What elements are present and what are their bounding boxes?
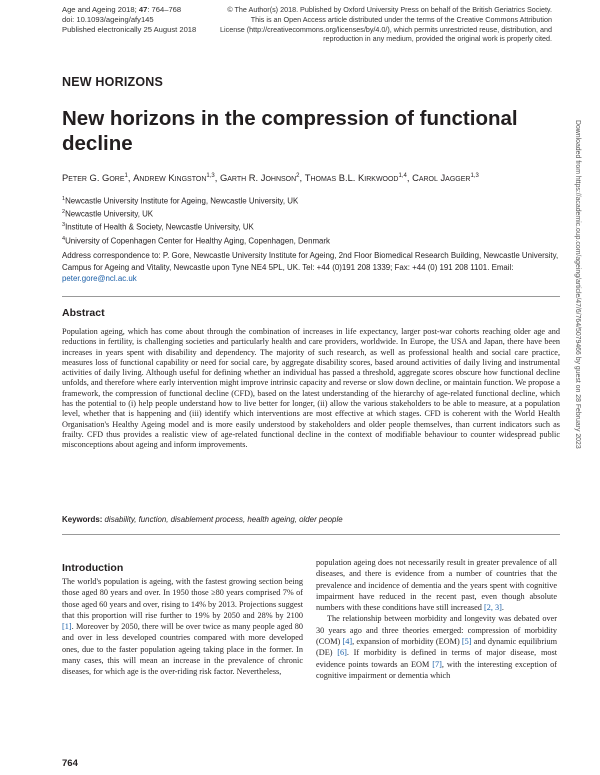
copyright-notice: © The Author(s) 2018. Published by Oxford University Press on behalf of the British Geriatrics Society. This is an Open Access article distributed under the terms of the Creative Commons Attribution License (http://creativecommons.org/licenses/by/4.0/), which permits unrestricted reuse, distribution, and reproduction in any medium, provided the original work is properly cited. — [220, 5, 552, 44]
affiliations — [62, 194, 330, 247]
affiliation: $^4$University of Copenhagen Center for Healthy Aging, Copenhagen, Denmark — [62, 235, 330, 246]
introduction-heading: Introduction — [62, 562, 124, 574]
paragraph: population ageing does not necessarily result in greater prevalence of all diseases, and there is evidence from a number of countries that the prevalence and incidence of dementia and the years spent with cognitive impairment have reduced in the recent past, even though absolute numbers with these conditions have still increased [2, 3]. — [316, 558, 557, 613]
affiliation: $^1$Newcastle University Institute for Ageing, Newcastle University, UK — [62, 196, 299, 206]
keywords-value: disability, function, disablement process, health ageing, older people — [104, 515, 343, 524]
email-link[interactable]: peter.gore@ncl.ac.uk — [62, 274, 137, 284]
divider — [62, 534, 560, 535]
citation-link[interactable]: [1] — [62, 622, 72, 632]
abstract-heading: Abstract — [62, 307, 105, 319]
doi: doi: 10.1093/ageing/afy145 — [62, 15, 154, 24]
page-number: 764 — [62, 758, 78, 769]
author-name: Garth R. Johnson — [219, 172, 297, 183]
download-watermark: Downloaded from https://academic.oup.com/ageing/article/47/6/764/5079466 by guest on 28 February 2023 — [574, 120, 581, 449]
citation-link[interactable]: [2, 3] — [483, 603, 502, 613]
section-label: NEW HORIZONS — [62, 75, 164, 89]
author-list: Peter G. Gore$^1$, Andrew Kingston$^{1,3}$, Garth R. Johnson$^2$, Thomas B.L. Kirkwood$^{1,4}$, Carol Jagger$^{1,3}$ — [62, 172, 479, 183]
journal-citation: Age and Ageing 2018; 47: 764–768 doi: 10.1093/ageing/afy145 Published electronically 25 August 2018 — [62, 5, 197, 34]
publication-date: Published electronically 25 August 2018 — [62, 25, 197, 34]
citation-link[interactable]: [4] — [342, 637, 353, 647]
citation-link[interactable]: [6] — [337, 648, 347, 658]
affiliation: $^2$Newcastle University, UK — [62, 209, 154, 219]
article-title: New horizons in the compression of functional decline — [62, 107, 518, 155]
author-name: Peter G. Gore — [62, 172, 125, 183]
author-name: Andrew Kingston — [133, 172, 207, 183]
citation-link[interactable]: [5] — [461, 637, 472, 647]
divider — [62, 296, 560, 297]
paragraph: The relationship between morbidity and longevity was debated over 30 years ago and three theories emerged: compression of morbidity (COM) [4], expansion of morbidity (EOM) [5] and dynamic equilibrium (DE) [6]. If morbidity is defined in terms of major disease, most evidence points towards an EOM [7], with the interesting exception of cognitive impairment or dementia which — [316, 614, 557, 680]
paragraph: The world's population is ageing, with the fastest growing section being those aged 80 years and over. In 1950 those ≥80 years comprised 7% of those aged 60 years and over, rising to 14% by 2013. Projections suggest that this proportion will rise further to 19% by 2050 and 28% by 2100 [1]. Moreover by 2050, there will be over twice as many people aged 80 and over in less developed countries compared with more developed ones, due to the faster population ageing taking place in the former. In many cases, this will mean an increase in the prevalence of chronic diseases, for which age is the over-riding risk factor. Nevertheless, — [62, 577, 303, 677]
abstract-body: Population ageing, which has come about through the combination of increases in life expectancy, larger post-war cohorts reaching older age and reductions in fertility, is challenging societies and particularly health and care providers, worldwide. In Europe, the USA and Japan, there have been increases in years spent with disability and dependency. The majority of such research, as well as professional health and social care practice, measures loss of functional capability or need for social care, by aggregate disability scores, based around activities of daily living and instrumental activities of daily living. Although useful for defining whether an individual has passed a threshold, aggregate scores obscure how functional decline unfolds, and therefore where early intervention might improve intrinsic capacity and reverse or slow down decline, or maintain function. We propose a framework, the compression of functional decline (CFD), based on the latest understanding of the hierarchy of age-related functional decline, which has the potential to (i) help people understand how to live better for longer, (ii) allow the various stakeholders to be able to measure, at a population level, whether that is happening and (iii) identify which interventions are most effective at which stages. CFD is coherent with the World Health Organisation's Healthy Ageing model and is more easily understood by stakeholders and older people themselves, than current indicators such as frailty. CFD thus provides a realistic view of age-related functional decline in the context of modifiable behaviour to counter widespread public misconceptions about ageing and inform improvements. — [62, 327, 560, 450]
column-right — [316, 557, 557, 681]
affiliation: $^3$Institute of Health & Society, Newcastle University, UK — [62, 222, 254, 233]
author-name: Thomas B.L. Kirkwood — [304, 172, 399, 183]
column-left — [62, 576, 303, 678]
citation-link[interactable]: [7] — [432, 659, 442, 669]
correspondence-address: Address correspondence to: P. Gore, Newcastle University Institute for Ageing, 2nd Floor Biomedical Research Building, Newcastle University, Campus for Ageing and Vitality, Newcastle upon Tyne NE4 5PL, UK. Tel: +44 (0)191 208 1339; Fax: +44 (0) 191 208 1101. Email: peter.gore@ncl.ac.uk — [62, 251, 559, 284]
author-name: Carol Jagger — [412, 172, 471, 183]
keywords — [62, 515, 560, 524]
keywords-label: Keywords: — [62, 515, 103, 524]
